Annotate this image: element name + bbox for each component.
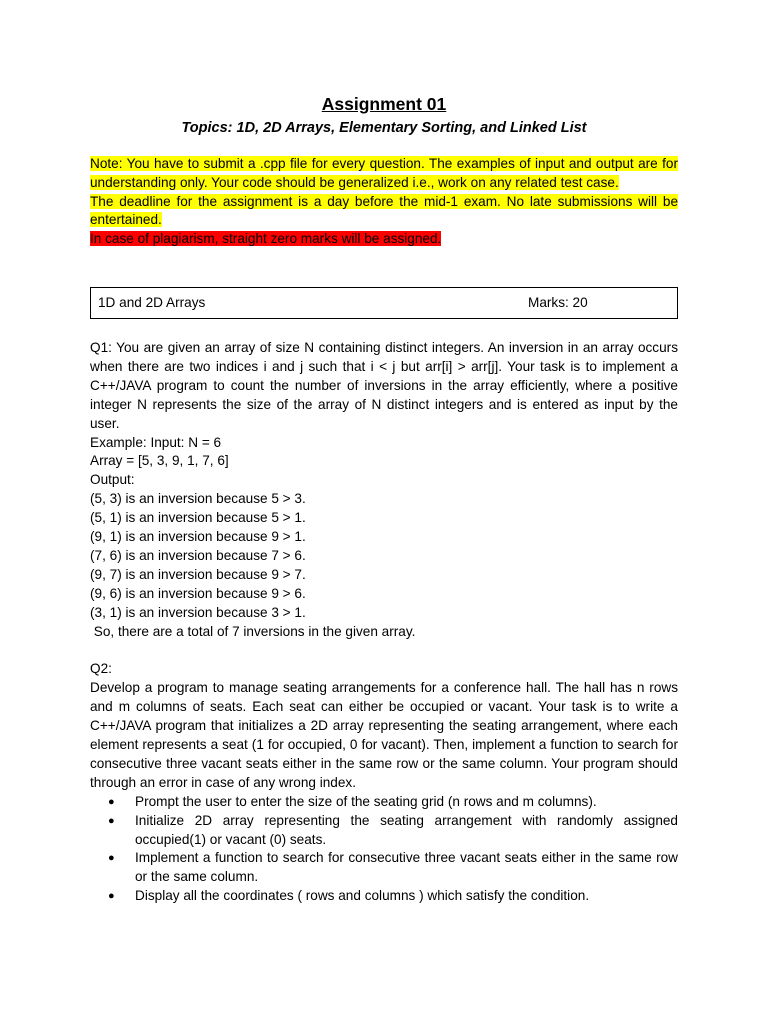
q1-inversion-line: (5, 3) is an inversion because 5 > 3. — [90, 491, 306, 507]
q1-example-input: Example: Input: N = 6 — [90, 434, 222, 450]
section-marks: Marks: 20 — [528, 294, 588, 310]
q1-inversion-line: (5, 1) is an inversion because 5 > 1. — [90, 510, 306, 526]
assignment-subtitle: Topics: 1D, 2D Arrays, Elementary Sorting, and Linked List — [181, 120, 587, 136]
question-1 — [90, 339, 678, 906]
spacer — [90, 641, 678, 660]
q1-summary: So, there are a total of 7 inversions in the given array. — [90, 623, 416, 639]
bullet-text: Display all the coordinates ( rows and columns ) which satisfy the condition. — [135, 888, 590, 904]
q2-bullet-list — [90, 793, 678, 906]
q1-inversion-line: (7, 6) is an inversion because 7 > 6. — [90, 547, 306, 563]
list-item — [108, 793, 678, 812]
q1-intro: Q1: You are given an array of size N containing distinct integers. An inversion in an array occurs when there are two indices i and j such that i < j but arr[i] > arr[j]. Your task is to implement a C++/JAVA program to count the number of inversions in the array efficiently, where a positive integer N represents the size of the array of N distinct integers and is entered as input by the user. — [90, 339, 678, 431]
bullet-text: Prompt the user to enter the size of the seating grid (n rows and m columns). — [135, 793, 597, 809]
document-content — [90, 93, 678, 906]
section-label: 1D and 2D Arrays — [98, 294, 206, 310]
bullet-icon: ● — [108, 890, 115, 903]
q1-array: Array = [5, 3, 9, 1, 7, 6] — [90, 453, 229, 469]
list-item — [108, 887, 678, 906]
note-deadline — [90, 193, 678, 231]
q1-inversion-line: (9, 6) is an inversion because 9 > 6. — [90, 585, 306, 601]
q1-output-label: Output: — [90, 472, 135, 488]
note-submission-text: Note: You have to submit a .cpp file for every question. The examples of input and output are for understanding only. Your code should be generalized i.e., work on any related test case. — [90, 156, 678, 190]
q2-label: Q2: — [90, 661, 112, 677]
notes-block — [90, 155, 678, 249]
section-header-box — [90, 287, 678, 319]
list-item — [108, 849, 678, 887]
bullet-icon: ● — [108, 795, 115, 808]
q1-inversion-line: (9, 1) is an inversion because 9 > 1. — [90, 529, 306, 545]
q1-inversion-line: (3, 1) is an inversion because 3 > 1. — [90, 604, 306, 620]
bullet-text: Initialize 2D array representing the seating arrangement with randomly assigned occupied(1) or vacant (0) seats. — [135, 812, 678, 847]
q2-intro: Develop a program to manage seating arrangements for a conference hall. The hall has n rows and m columns of seats. Each seat can either be occupied or vacant. Your task is to write a C++/JAVA program that initializes a 2D array representing the seating arrangement, where each element represents a seat (1 for occupied, 0 for vacant). Then, implement a function to search for consecutive three vacant seats either in the same row or the same column. Your program should through an error in case of any wrong index. — [90, 680, 678, 790]
bullet-icon: ● — [108, 852, 115, 865]
note-deadline-text: The deadline for the assignment is a day before the mid-1 exam. No late submissions will be entertained. — [90, 193, 678, 228]
note-plagiarism-text: In case of plagiarism, straight zero marks will be assigned. — [90, 231, 442, 247]
bullet-text: Implement a function to search for consecutive three vacant seats either in the same row or the same column. — [135, 850, 678, 885]
list-item — [108, 812, 678, 850]
assignment-title: Assignment 01 — [321, 94, 447, 114]
note-plagiarism — [90, 230, 678, 249]
bullet-icon: ● — [108, 814, 115, 827]
note-submission — [90, 155, 678, 193]
q1-inversion-line: (9, 7) is an inversion because 9 > 7. — [90, 566, 306, 582]
